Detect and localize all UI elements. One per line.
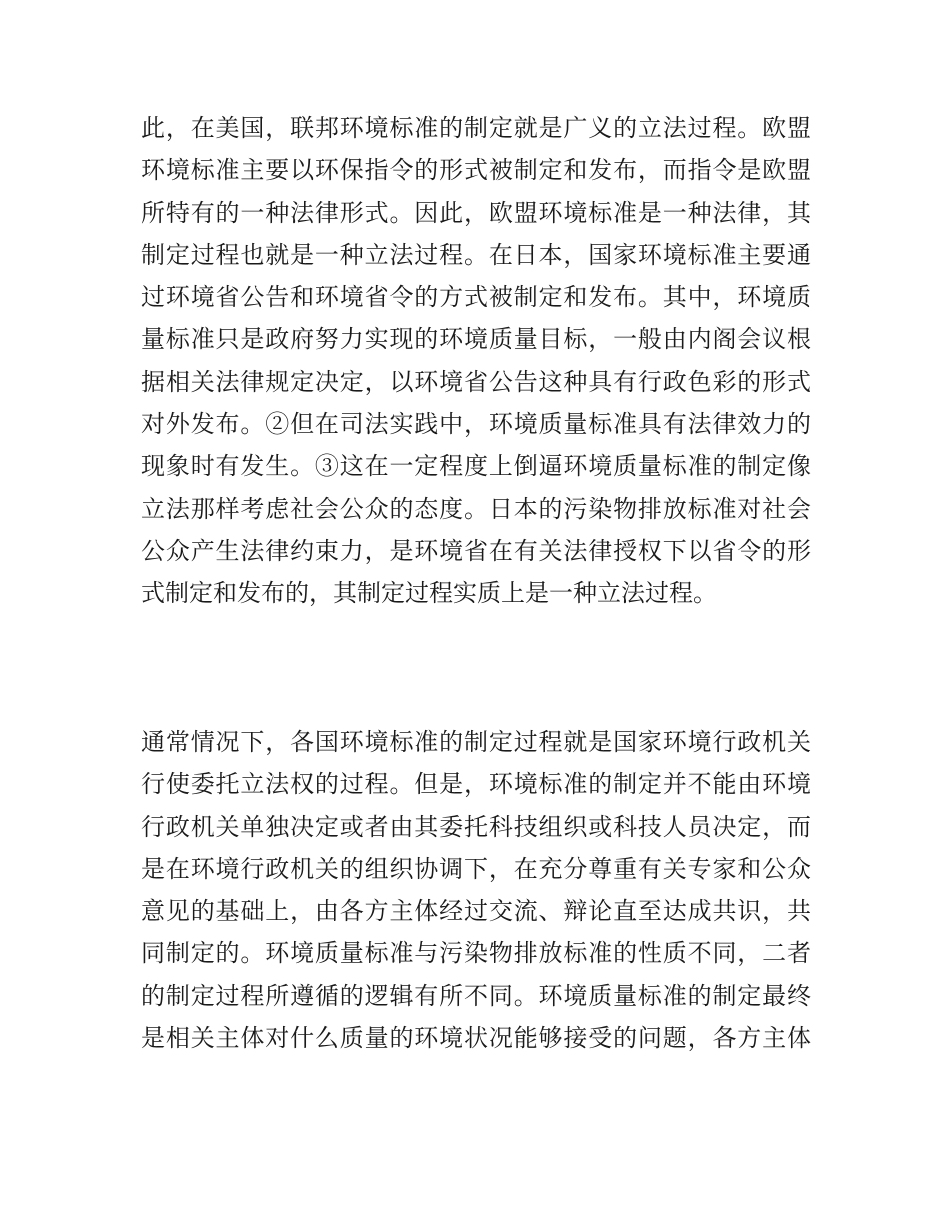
text-line: 同制定的。环境质量标准与污染物排放标准的性质不同，二者 — [141, 939, 811, 968]
text-line: 的制定过程所遵循的逻辑有所不同。环境质量标准的制定最终 — [141, 981, 811, 1010]
text-line: 此，在美国，联邦环境标准的制定就是广义的立法过程。欧盟 — [141, 114, 811, 142]
text-line: 据相关法律规定决定，以环境省公告这种具有行政色彩的形式 — [141, 367, 811, 396]
text-line: 行使委托立法权的过程。但是，环境标准的制定并不能由环境 — [141, 770, 811, 799]
paragraph-1 — [141, 107, 811, 615]
text-line: 所特有的一种法律形式。因此，欧盟环境标准是一种法律，其 — [141, 198, 811, 227]
text-line: 立法那样考虑社会公众的态度。日本的污染物排放标准对社会 — [141, 494, 811, 523]
text-line: 制定过程也就是一种立法过程。在日本，国家环境标准主要通 — [141, 240, 811, 269]
text-line: 通常情况下，各国环境标准的制定过程就是国家环境行政机关 — [141, 728, 811, 756]
text-line: 是在环境行政机关的组织协调下，在充分尊重有关专家和公众 — [141, 854, 811, 883]
text-line: 意见的基础上，由各方主体经过交流、辩论直至达成共识，共 — [141, 897, 811, 926]
text-line: 对外发布。②但在司法实践中，环境质量标准具有法律效力的 — [141, 410, 811, 439]
text-line: 行政机关单独决定或者由其委托科技组织或科技人员决定，而 — [141, 812, 811, 841]
text-line: 是相关主体对什么质量的环境状况能够接受的问题，各方主体 — [141, 1024, 811, 1053]
text-line: 公众产生法律约束力，是环境省在有关法律授权下以省令的形 — [141, 536, 811, 565]
text-line: 过环境省公告和环境省令的方式被制定和发布。其中，环境质 — [141, 283, 811, 312]
text-line: 式制定和发布的，其制定过程实质上是一种立法过程。 — [141, 579, 717, 608]
text-line: 环境标准主要以环保指令的形式被制定和发布，而指令是欧盟 — [141, 156, 811, 185]
text-line: 量标准只是政府努力实现的环境质量目标，一般由内阁会议根 — [141, 325, 811, 354]
text-line: 现象时有发生。③这在一定程度上倒逼环境质量标准的制定像 — [141, 452, 811, 481]
paragraph-2 — [141, 721, 811, 1059]
